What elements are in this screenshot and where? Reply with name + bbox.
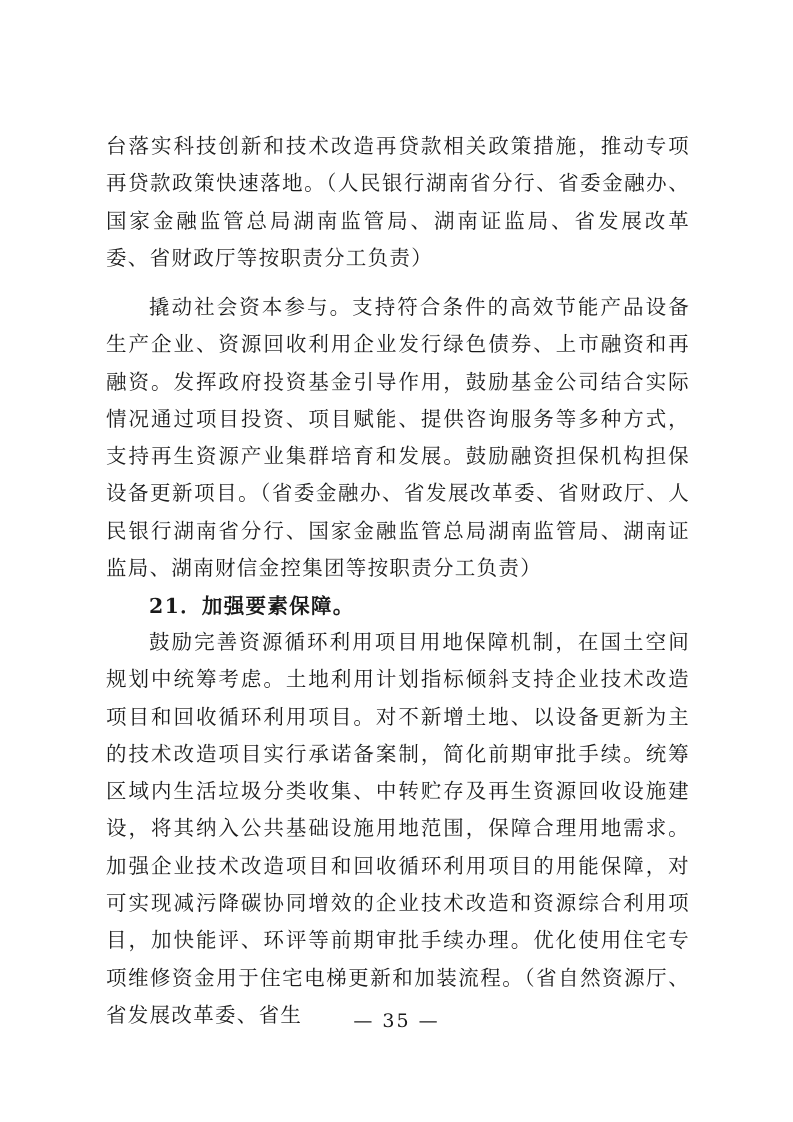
- section-heading: 21．加强要素保障。: [149, 594, 355, 618]
- page-number: — 35 —: [353, 1010, 440, 1032]
- paragraph-social-capital: 撬动社会资本参与。支持符合条件的高效节能产品设备生产企业、资源回收利用企业发行绿色债券、上市融资和再融资。发挥政府投资基金引导作用，鼓励基金公司结合实际情况通过项目投资、项目赋能、提供咨询服务等多种方式，支持再生资源产业集群培育和发展。鼓励融资担保机构担保设备更新项目。（省委金融办、省发展改革委、省财政厅、人民银行湖南省分行、国家金融监管总局湖南监管局、湖南证监局、湖南财信金控集团等按职责分工负责）: [106, 295, 690, 581]
- paragraph-policy-loans: 台落实科技创新和技术改造再贷款相关政策措施，推动专项再贷款政策快速落地。（人民银行湖南省分行、省委金融办、国家金融监管总局湖南监管局、湖南证监局、省发展改革委、省财政厅等按职责分工负责）: [106, 134, 690, 270]
- paragraph-land-guarantee: 鼓励完善资源循环利用项目用地保障机制，在国土空间规划中统筹考虑。土地利用计划指标倾斜支持企业技术改造项目和回收循环利用项目。对不新增土地、以设备更新为主的技术改造项目实行承诺备案制，简化前期审批手续。统筹区域内生活垃圾分类收集、中转贮存及再生资源回收设施建设，将其纳入公共基础设施用地范围，保障合理用地需求。加强企业技术改造项目和回收循环利用项目的用能保障，对可实现减污降碳协同增效的企业技术改造和资源综合利用项目，加快能评、环评等前期审批手续办理。优化使用住宅专项维修资金用于住宅电梯更新和加装流程。（省自然资源厅、省发展改革委、省生: [106, 630, 690, 1027]
